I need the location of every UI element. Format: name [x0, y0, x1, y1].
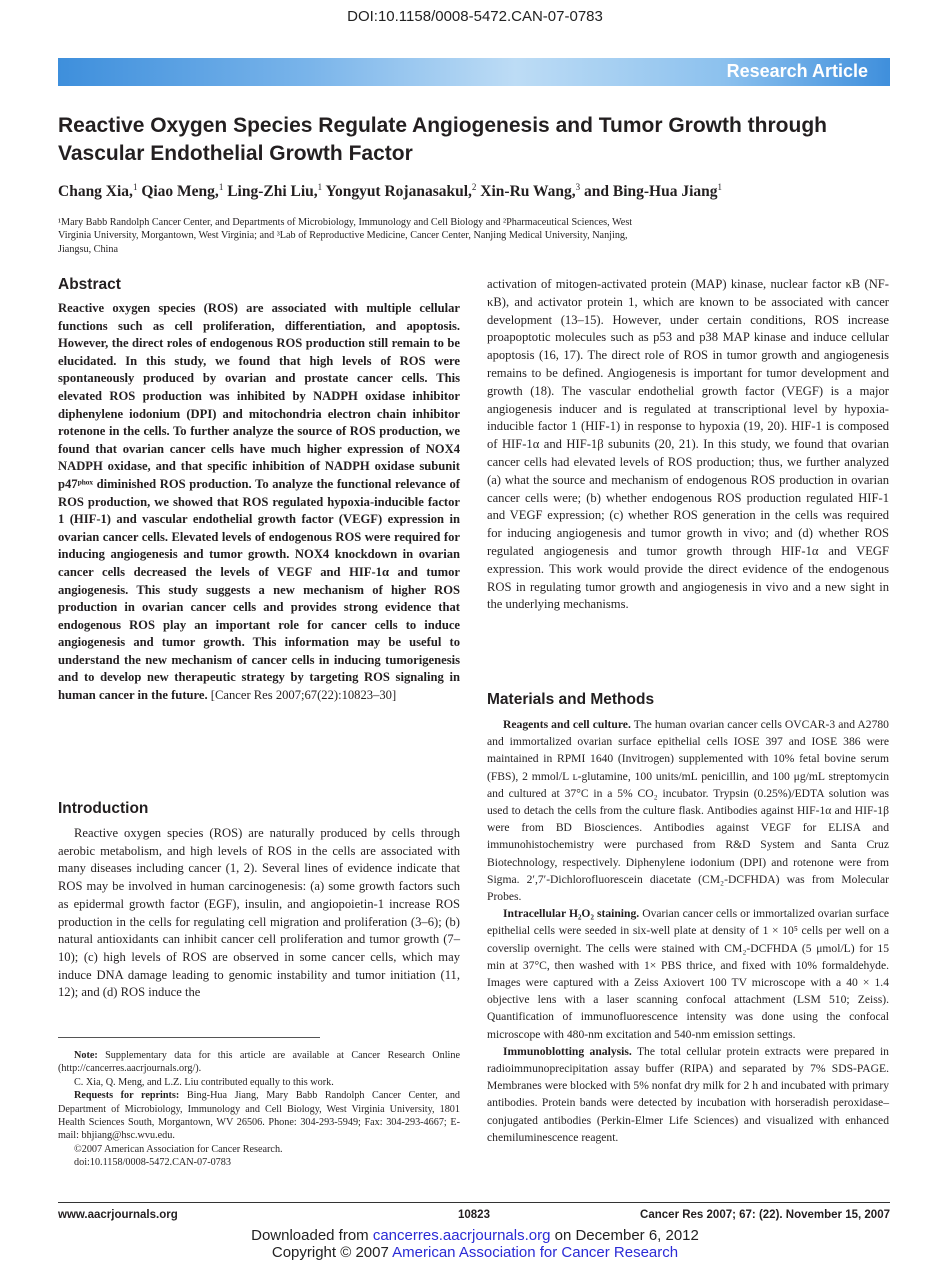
methods-section-reagents: Reagents and cell culture. The human ovarian cancer cells OVCAR-3 and A2780 and immortalized ovarian surface epithelial cells IOSE 397 and IOSE 386 were maintained in RPMI 1640 (Invitrogen) supplemented with 10% fetal bovine serum (FBS), 2 mmol/L ʟ-glutamine, 100 units/mL penicillin, and 100 μg/mL streptomycin and cultured at 37°C in a 5% CO₂ incubator. Trypsin (0.25%)/EDTA solution was used to detach the cells from the culture flask. Antibodies against HIF-1α and HIF-1β were from BD Biosciences. Antibodies against VEGF for ELISA and immunohistochemistry were purchased from R&D System and Santa Cruz Biotechnology, respectively. Diphenylene iodonium (DPI) and rotenone were from Sigma. 2′,7′-Dichlorofluorescein diacetate (CM₂-DCFHDA) was from Molecular Probes. — [487, 718, 889, 904]
introduction-text: Reactive oxygen species (ROS) are naturally produced by cells through aerobic metabolism, and high levels of ROS in the cells are associated with many diseases including cancer (1, 2). Several lines of evidence indicate that ROS may be involved in human carcinogenesis: (a) some growth factors such as epidermal growth factor (EGF), insulin, and angiopoietin-1 increase ROS production in the cells for regulating cell migration and proliferation (3–6); (b) natural antioxidants can inhibit cancer cell proliferation and tumor growth (7–10); (c) high levels of ROS are observed in some cancer cells, which may induce DNA damage leading to genomic instability and tumor initiation (11, 12); and (d) ROS induce the — [58, 826, 460, 1000]
author: Yongyut Rojanasakul,$^2$ — [325, 182, 477, 201]
methods-text — [487, 716, 889, 1146]
methods-section-h2o2-staining: Intracellular H₂O₂ staining. Ovarian cancer cells or immortalized ovarian surface epithelial cells were seeded in six-well plate at density of 1 × 10⁵ cells per well on a coverslip overnight. The cells were stained with CM₂-DCFHDA (5 μmol/L) for 15 min at 37°C, then washed with 1× PBS thrice, and fixed with 10% formaldehyde. Images were captured with a Zeiss Axiovert 100 TV microscope with a 40 × 1.4 objective lens with a laser scanning confocal attachment (LSM 510; Zeiss). Quantification of immunofluorescence intensity was done using the confocal microscope with 480-nm excitation and 540-nm emission settings. — [487, 907, 889, 1041]
methods-section-immunoblotting: Immunoblotting analysis. The total cellular protein extracts were prepared in radioimmunoprecipitation assay buffer (RIPA) and separated by 7% SDS-PAGE. Membranes were blocked with 5% nonfat dry milk for 2 h and incubated with primary antibodies. Protein bands were detected by incubation with horseradish peroxidase–conjugated antibodies (Perkin-Elmer Life Sciences) and visualized with enhanced chemiluminescence reagent. — [487, 1044, 889, 1144]
abstract-citation: [Cancer Res 2007;67(22):10823–30] — [210, 688, 397, 703]
article-type-label: Research Article — [726, 61, 868, 81]
footnote-divider — [58, 1037, 320, 1038]
download-link[interactable]: cancerres.aacrjournals.org — [372, 1227, 551, 1244]
footnote-copyright: ©2007 American Association for Cancer Research. — [74, 1143, 283, 1155]
affiliations: ¹Mary Babb Randolph Cancer Center, and Departments of Microbiology, Immunology and Cell Biology and ²Pharmaceutical Sciences, West Virginia University, Morgantown, West Virginia; and ³Lab of Reproductive Medicine, Cancer Center, Nanjing Medical University, Nanjing, Jiangsu, China — [58, 217, 633, 255]
author: Chang Xia,$^1$ — [58, 182, 138, 201]
author: and Bing-Hua Jiang$^1$ — [584, 182, 723, 201]
introduction-heading: Introduction — [58, 800, 149, 817]
aacr-link[interactable]: American Association for Cancer Research — [392, 1244, 679, 1261]
footer-divider — [58, 1202, 890, 1203]
author: Ling-Zhi Liu,$^1$ — [227, 182, 323, 201]
journal-citation: Cancer Res 2007; 67: (22). November 15, 2007 — [640, 1209, 890, 1221]
author-list — [58, 182, 722, 201]
footnotes — [58, 1049, 460, 1170]
author: Xin-Ru Wang,$^3$ — [480, 182, 581, 201]
abstract-heading: Abstract — [58, 276, 121, 293]
article-title: Reactive Oxygen Species Regulate Angiogenesis and Tumor Growth through Vascular Endothelial Growth Factor — [58, 114, 827, 165]
footnote-note: Note: Supplementary data for this article are available at Cancer Research Online (http://cancerres.aacrjournals.org/). — [58, 1050, 460, 1075]
page-number: 10823 — [458, 1209, 490, 1221]
author: Qiao Meng,$^1$ — [141, 182, 224, 201]
introduction-continuation: activation of mitogen-activated protein (MAP) kinase, nuclear factor κB (NF-κB), and activator protein 1, which are known to be associated with cancer development (13–15). However, under certain conditions, ROS increase proapoptotic molecules such as p53 and p38 MAP kinase and induce cellular apoptosis (16, 17). The direct role of ROS in tumor growth and angiogenesis remains to be defined. Angiogenesis is important for tumor development and growth (18). The vascular endothelial growth factor (VEGF) is a major angiogenesis inducer and is regulated at transcriptional level by hypoxia-inducible factor 1 (HIF-1) in response to hypoxia (19, 20). HIF-1 is composed of HIF-1α and HIF-1β subunits (20, 21). In this study, we found that ovarian cancer cells had elevated levels of ROS production; thus, we further analyzed (a) what the source and mechanism of endogenous ROS production in ovarian cancer cells were; (b) whether endogenous ROS production regulated HIF-1 and VEGF expression; (c) whether ROS generation in the cells was required for inducing angiogenesis and tumor growth in vivo; and (d) whether ROS regulated angiogenesis and tumor growth through HIF-1α and VEGF expression. This work would provide the direct evidence of the endogenous ROS in regulating tumor growth and angiogenesis in vivo and a new sight in the underlying mechanisms. — [487, 277, 889, 612]
journal-website[interactable]: www.aacrjournals.org — [58, 1209, 178, 1221]
abstract-text: Reactive oxygen species (ROS) are associated with multiple cellular functions such as cell proliferation, differentiation, and apoptosis. However, the direct roles of endogenous ROS production still remain to be elucidated. In this study, we found that high levels of ROS were spontaneously produced by ovarian and prostate cancer cells. This elevated ROS production was inhibited by NADPH oxidase inhibitor diphenylene iodonium (DPI) and mitochondria electron chain inhibitor rotenone in the cells. To further analyze the source of ROS production, we found that ovarian cancer cells have much higher expression of NOX4 NADPH oxidase, and that specific inhibition of NADPH oxidase subunit p47ᵖʰᵒˣ diminished ROS production. To analyze the functional relevance of ROS production, we showed that ROS regulated hypoxia-inducible factor 1 (HIF-1) and vascular endothelial growth factor (VEGF) expression in ovarian cancer cells. Elevated levels of endogenous ROS were required for inducing angiogenesis and tumor growth. NOX4 knockdown in ovarian cancer cells decreased the levels of VEGF and HIF-1α and tumor angiogenesis. This study suggests a new mechanism of higher ROS production in ovarian cancer cells and provides strong evidence that endogenous ROS play an important role for cancer cells to induce angiogenesis and tumor growth. This information may be useful to understand the new mechanism of cancer cells in inducing tumorigenesis and to develop new therapeutic strategy by targeting ROS signaling in human cancer in the future. [Cancer Res 2007;67(22):10823–30] — [58, 301, 460, 703]
methods-heading: Materials and Methods — [487, 691, 655, 708]
footnote-doi: doi:10.1158/0008-5472.CAN-07-0783 — [74, 1157, 231, 1169]
doi-header: DOI:10.1158/0008-5472.CAN-07-0783 — [347, 8, 603, 25]
footnote-equal: C. Xia, Q. Meng, and L.Z. Liu contributed equally to this work. — [74, 1076, 334, 1088]
page-footer — [58, 1209, 890, 1221]
footnote-reprints: Requests for reprints: Bing-Hua Jiang, Mary Babb Randolph Cancer Center, and Department of Microbiology, Immunology and Cell Biology, West Virginia University, 1801 Health Sciences South, Morgantown, WV 26506. Phone: 304-293-5949; Fax: 304-293-4667; E-mail: bhjiang@hsc.wvu.edu. — [58, 1090, 461, 1142]
download-notice: Downloaded from cancerres.aacrjournals.org on December 6, 2012 Copyright © 2007 American Association for Cancer Research — [251, 1227, 699, 1261]
article-type-banner — [58, 58, 890, 86]
